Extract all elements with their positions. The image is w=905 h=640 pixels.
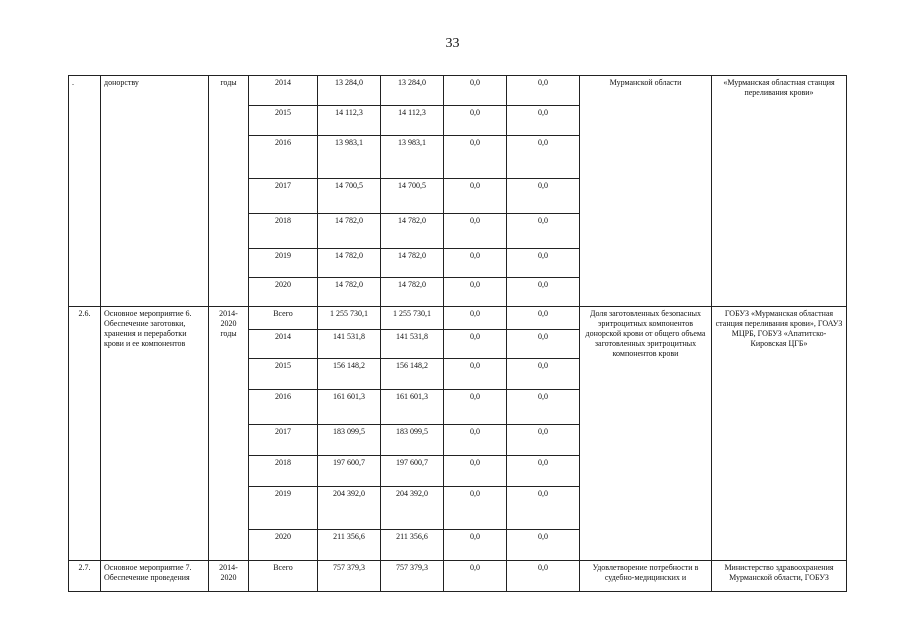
year-cell: 2016	[249, 390, 318, 425]
program-table	[68, 75, 847, 592]
regional-budget-cell: 161 601,3	[381, 390, 444, 425]
period-cell: 2014-2020	[209, 561, 249, 592]
row-number-cell: 2.7.	[69, 561, 101, 592]
total-cell: 1 255 730,1	[318, 307, 381, 330]
measure-name-cell: Основное мероприятие 6. Обеспечение заготовки, хранения и переработки крови и ее компонентов	[101, 307, 209, 561]
other-sources-cell: 0,0	[507, 76, 580, 106]
federal-budget-cell: 0,0	[444, 530, 507, 561]
total-cell: 197 600,7	[318, 456, 381, 487]
year-cell: 2014	[249, 330, 318, 359]
year-cell: 2017	[249, 179, 318, 214]
year-cell: 2015	[249, 359, 318, 390]
regional-budget-cell: 14 112,3	[381, 106, 444, 136]
measure-name-cell: донорству	[101, 76, 209, 307]
other-sources-cell: 0,0	[507, 359, 580, 390]
year-cell: 2014	[249, 76, 318, 106]
federal-budget-cell: 0,0	[444, 278, 507, 307]
federal-budget-cell: 0,0	[444, 76, 507, 106]
regional-budget-cell: 211 356,6	[381, 530, 444, 561]
other-sources-cell: 0,0	[507, 390, 580, 425]
year-cell: 2016	[249, 136, 318, 179]
regional-budget-cell: 183 099,5	[381, 425, 444, 456]
total-cell: 211 356,6	[318, 530, 381, 561]
indicator-cell: Удовлетворение потребности в судебно-медицинских и	[580, 561, 712, 592]
federal-budget-cell: 0,0	[444, 425, 507, 456]
year-cell: Всего	[249, 307, 318, 330]
other-sources-cell: 0,0	[507, 214, 580, 249]
total-cell: 183 099,5	[318, 425, 381, 456]
regional-budget-cell: 14 700,5	[381, 179, 444, 214]
executor-cell: «Мурманская областная станция переливания крови»	[712, 76, 847, 307]
regional-budget-cell: 13 284,0	[381, 76, 444, 106]
year-cell: 2019	[249, 249, 318, 278]
year-cell: 2018	[249, 456, 318, 487]
federal-budget-cell: 0,0	[444, 487, 507, 530]
year-cell: 2019	[249, 487, 318, 530]
total-cell: 204 392,0	[318, 487, 381, 530]
row-number-cell: 2.6.	[69, 307, 101, 561]
year-cell: 2015	[249, 106, 318, 136]
executor-cell: ГОБУЗ «Мурманская областная станция переливания крови», ГОАУЗ МЦРБ, ГОБУЗ «Апатитско-Кировская ЦГБ»	[712, 307, 847, 561]
total-cell: 14 112,3	[318, 106, 381, 136]
regional-budget-cell: 156 148,2	[381, 359, 444, 390]
total-cell: 14 782,0	[318, 214, 381, 249]
other-sources-cell: 0,0	[507, 179, 580, 214]
other-sources-cell: 0,0	[507, 136, 580, 179]
federal-budget-cell: 0,0	[444, 561, 507, 592]
other-sources-cell: 0,0	[507, 561, 580, 592]
page-number: 33	[445, 36, 460, 51]
other-sources-cell: 0,0	[507, 278, 580, 307]
regional-budget-cell: 197 600,7	[381, 456, 444, 487]
federal-budget-cell: 0,0	[444, 179, 507, 214]
regional-budget-cell: 141 531,8	[381, 330, 444, 359]
total-cell: 13 284,0	[318, 76, 381, 106]
federal-budget-cell: 0,0	[444, 136, 507, 179]
total-cell: 161 601,3	[318, 390, 381, 425]
federal-budget-cell: 0,0	[444, 249, 507, 278]
other-sources-cell: 0,0	[507, 487, 580, 530]
regional-budget-cell: 204 392,0	[381, 487, 444, 530]
other-sources-cell: 0,0	[507, 330, 580, 359]
year-cell: 2020	[249, 278, 318, 307]
total-cell: 14 700,5	[318, 179, 381, 214]
total-cell: 14 782,0	[318, 278, 381, 307]
total-cell: 14 782,0	[318, 249, 381, 278]
regional-budget-cell: 14 782,0	[381, 278, 444, 307]
federal-budget-cell: 0,0	[444, 359, 507, 390]
period-cell: годы	[209, 76, 249, 307]
federal-budget-cell: 0,0	[444, 456, 507, 487]
total-cell: 156 148,2	[318, 359, 381, 390]
other-sources-cell: 0,0	[507, 530, 580, 561]
indicator-cell: Доля заготовленных безопасных эритроцитных компонентов донорской крови от общего объема заготовленных эритроцитных компонентов крови	[580, 307, 712, 561]
row-number-cell: .	[69, 76, 101, 307]
federal-budget-cell: 0,0	[444, 390, 507, 425]
regional-budget-cell: 14 782,0	[381, 214, 444, 249]
other-sources-cell: 0,0	[507, 249, 580, 278]
total-cell: 141 531,8	[318, 330, 381, 359]
total-cell: 13 983,1	[318, 136, 381, 179]
measure-name-cell: Основное мероприятие 7. Обеспечение проведения	[101, 561, 209, 592]
other-sources-cell: 0,0	[507, 307, 580, 330]
regional-budget-cell: 757 379,3	[381, 561, 444, 592]
table-row	[69, 76, 847, 106]
year-cell: 2018	[249, 214, 318, 249]
regional-budget-cell: 14 782,0	[381, 249, 444, 278]
year-cell: 2020	[249, 530, 318, 561]
executor-cell: Министерство здравоохранения Мурманской области, ГОБУЗ	[712, 561, 847, 592]
table-row	[69, 307, 847, 330]
federal-budget-cell: 0,0	[444, 330, 507, 359]
federal-budget-cell: 0,0	[444, 307, 507, 330]
table-row	[69, 561, 847, 592]
federal-budget-cell: 0,0	[444, 214, 507, 249]
regional-budget-cell: 13 983,1	[381, 136, 444, 179]
other-sources-cell: 0,0	[507, 106, 580, 136]
year-cell: 2017	[249, 425, 318, 456]
other-sources-cell: 0,0	[507, 456, 580, 487]
period-cell: 2014-2020 годы	[209, 307, 249, 561]
total-cell: 757 379,3	[318, 561, 381, 592]
regional-budget-cell: 1 255 730,1	[381, 307, 444, 330]
other-sources-cell: 0,0	[507, 425, 580, 456]
year-cell: Всего	[249, 561, 318, 592]
indicator-cell: Мурманской области	[580, 76, 712, 307]
federal-budget-cell: 0,0	[444, 106, 507, 136]
